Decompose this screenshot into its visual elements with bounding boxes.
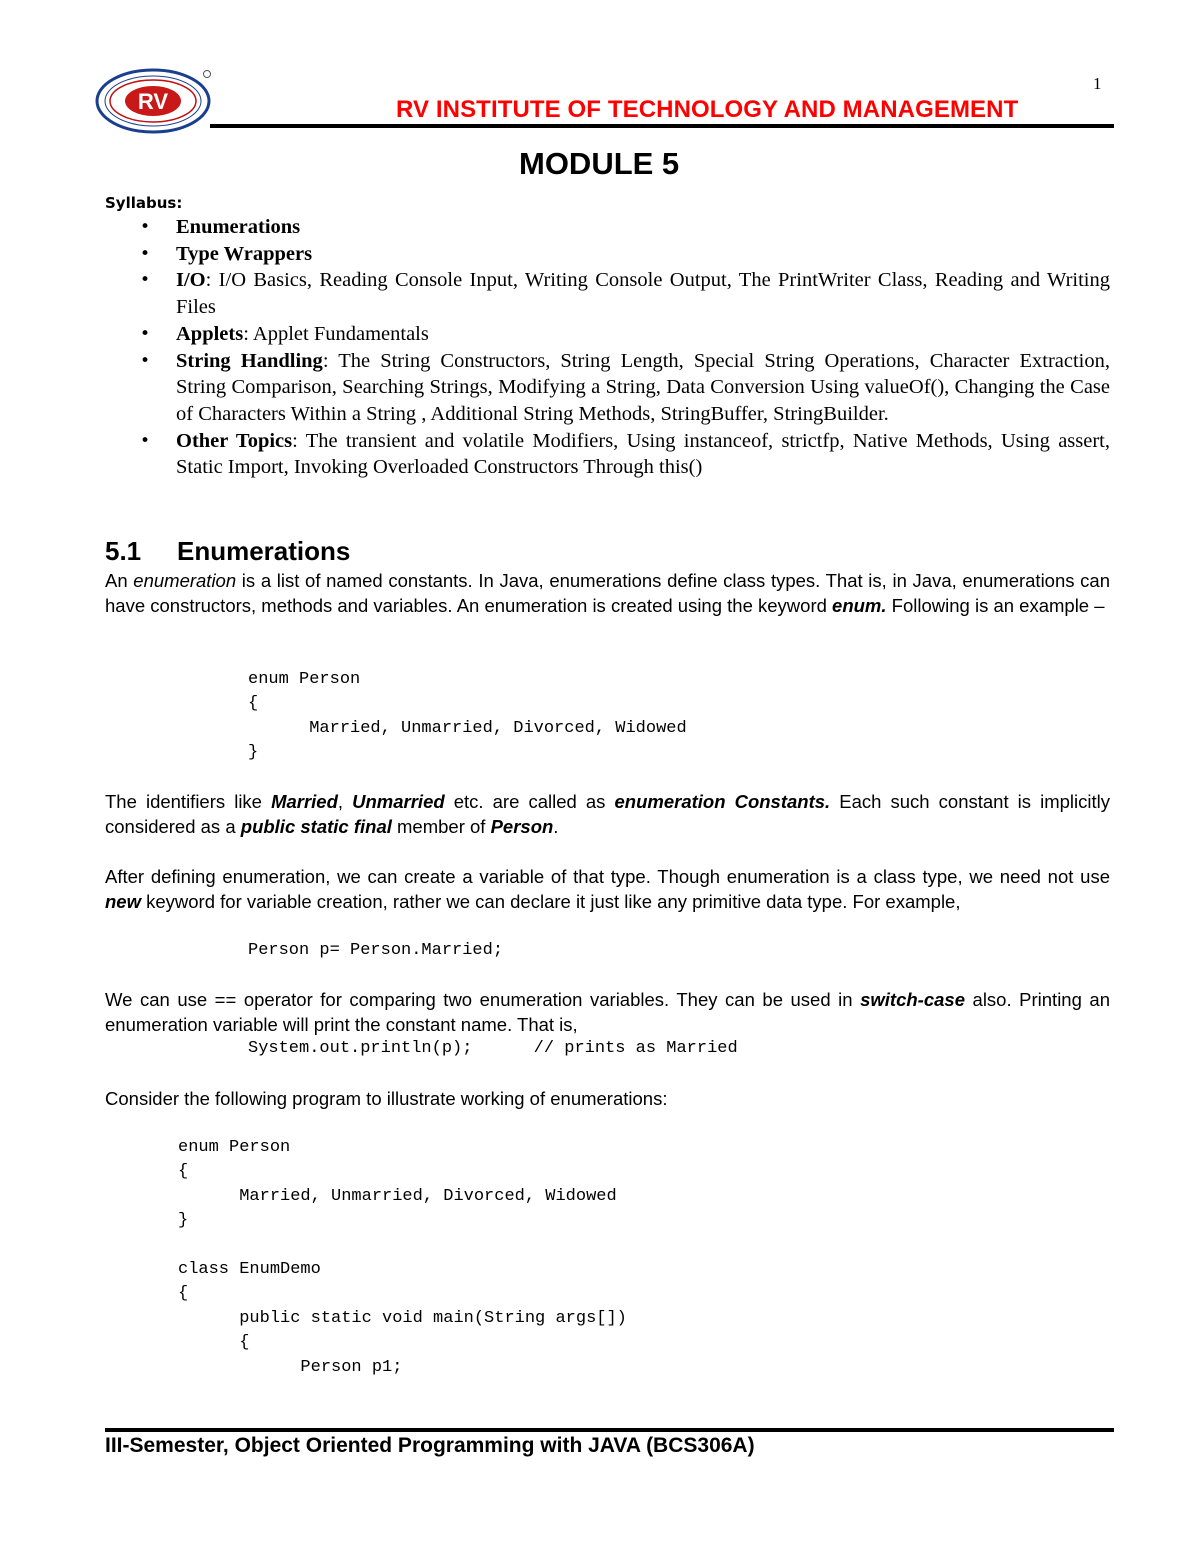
paragraph-comparison: We can use == operator for comparing two enumeration variables. They can be used in switch-case also. Printing an enumeration variable will print the constant name. That is, (105, 989, 1110, 1035)
svg-text:RV: RV (137, 89, 169, 114)
code-line-declaration: Person p= Person.Married; (248, 941, 504, 960)
syllabus-label: Syllabus: (105, 194, 183, 212)
paragraph-enumeration-constants: The identifiers like Married, Unmarried etc. are called as enumeration Constants. Each such constant is implicitly considered as a public static final member of Person. (105, 791, 1111, 837)
paragraph-program-intro: Consider the following program to illustrate working of enumerations: (105, 1088, 668, 1109)
syllabus-item-other-topics: • Other Topics: The transient and volatile Modifiers, Using instanceof, strictfp, Native Methods, Using assert, Static Import, Invoking Overloaded Constructors Through this() (140, 428, 1110, 481)
paragraph-enumeration-intro: An enumeration is a list of named constants. In Java, enumerations define class types. That is, in Java, enumerations can have constructors, methods and variables. An enumeration is created using the keyword enum. Following is an example – (105, 570, 1110, 616)
paragraph-variable-creation: After defining enumeration, we can create a variable of that type. Though enumeration is a class type, we need not use new keyword for variable creation, rather we can declare it just like any primitive data type. For example, (105, 866, 1110, 912)
institute-logo (95, 68, 215, 134)
syllabus-list (140, 214, 1110, 481)
section-heading (105, 536, 350, 567)
footer-course-title: III-Semester, Object Oriented Programming with JAVA (BCS306A) (105, 1434, 755, 1457)
module-title: MODULE 5 (519, 146, 680, 181)
syllabus-item-enumerations: • Enumerations (140, 214, 1110, 241)
code-block-enum-demo: enum Person { Married, Unmarried, Divorced, Widowed } class EnumDemo { public static void main(String args[]) { Person p1; (178, 1138, 627, 1377)
code-block-enum-person: enum Person { Married, Unmarried, Divorced, Widowed } (248, 670, 687, 763)
header-rule (210, 124, 1114, 128)
footer-rule (105, 1428, 1114, 1432)
page-number: 1 (1093, 74, 1102, 93)
institute-name: RV INSTITUTE OF TECHNOLOGY AND MANAGEMENT (396, 96, 1019, 123)
section-number: 5.1 (105, 536, 142, 566)
section-title: Enumerations (177, 536, 351, 566)
syllabus-item-applets: • Applets: Applet Fundamentals (140, 321, 1110, 348)
syllabus-item-type-wrappers: • Type Wrappers (140, 241, 1110, 268)
syllabus-item-io: • I/O: I/O Basics, Reading Console Input, Writing Console Output, The PrintWriter Class, Reading and Writing Files (140, 267, 1110, 320)
syllabus-item-string-handling: • String Handling: The String Constructors, String Length, Special String Operations, Character Extraction, String Comparison, Searching Strings, Modifying a String, Data Conversion Using valueOf(), Changing the Case of Characters Within a String , Additional String Methods, StringBuffer, StringBuilder. (140, 348, 1110, 428)
code-line-println: System.out.println(p); // prints as Married (248, 1039, 738, 1058)
